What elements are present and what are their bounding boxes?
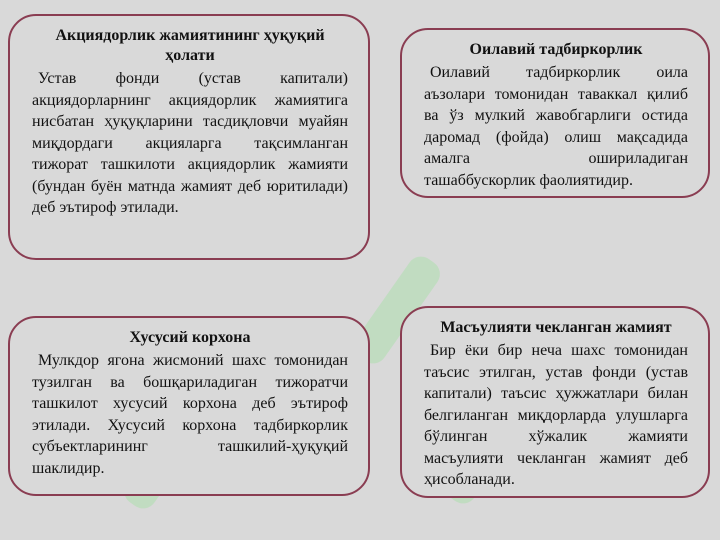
card-joint-stock-company (8, 14, 370, 260)
card-title: Акциядорлик жамиятининг ҳуқуқий ҳолати (55, 27, 325, 64)
card-text: Мулкдор ягона жисмоний шахс томонидан тузилган ва бошқариладиган тижоратчи ташкилот хусусий корхона деб эътироф этилади. Хусусий корхона тадбиркорлик субъектларининг ташкилий-ҳуқуқий шаклидир. (32, 352, 348, 477)
card-text: Устав фонди (устав капитали) акциядорларнинг акциядорлик жамиятига нисбатан ҳуқуқларини тасдиқловчи муайян миқдордаги акцияларга тақсимланган тижорат ташкилоти акциядорлик жамияти (бундан буён матнда жамият деб юритилади) деб эътироф этилади. (32, 70, 348, 216)
card-text: Бир ёки бир неча шахс томонидан таъсис этилган, устав фонди (устав капитали) таъсис ҳужжатлари билан белгиланган миқдорларда улушларга бўлинган хўжалик жамияти масъулияти чекланган жамият деб ҳисобланади. (424, 342, 688, 488)
card-private-enterprise (8, 316, 370, 496)
card-family-business (400, 28, 710, 198)
card-title: Масъулияти чекланган жамият (440, 319, 672, 336)
card-title: Оилавий тадбиркорлик (469, 41, 643, 58)
card-text: Оилавий тадбиркорлик оила аъзолари томонидан таваккал қилиб ва ўз мулкий жавобгарлиги остида даромад (фойда) олиш мақсадида амалга ошириладиган ташаббускорлик фаолиятидир. (424, 64, 688, 189)
card-limited-liability-company (400, 306, 710, 498)
card-title: Хусусий корхона (129, 329, 251, 346)
